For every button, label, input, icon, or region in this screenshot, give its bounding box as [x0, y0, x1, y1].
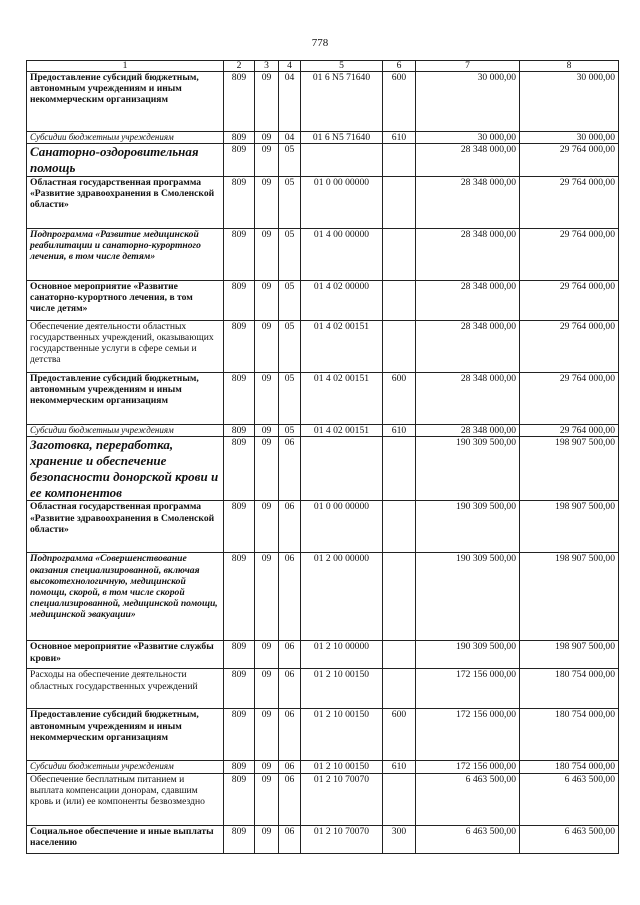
header-col-3: 3 — [255, 61, 279, 72]
cell-name: Областная государственная программа «Развитие здравоохранения в Смоленской области» — [27, 501, 224, 553]
cell-target-article: 01 0 00 00000 — [301, 176, 383, 228]
cell-target-article: 01 2 10 70070 — [301, 773, 383, 825]
cell-ministry-code: 809 — [224, 176, 255, 228]
cell-ministry-code: 809 — [224, 773, 255, 825]
cell-expense-type — [383, 228, 416, 280]
cell-subsection: 05 — [279, 320, 301, 372]
table-row — [27, 144, 619, 177]
header-col-4: 4 — [279, 61, 301, 72]
table-row — [27, 501, 619, 553]
cell-expense-type: 600 — [383, 372, 416, 424]
cell-subsection: 06 — [279, 773, 301, 825]
cell-amount-year1: 28 348 000,00 — [416, 372, 520, 424]
cell-ministry-code: 809 — [224, 761, 255, 773]
cell-target-article — [301, 144, 383, 177]
cell-expense-type: 300 — [383, 825, 416, 853]
cell-amount-year1: 28 348 000,00 — [416, 424, 520, 436]
cell-amount-year1: 28 348 000,00 — [416, 320, 520, 372]
cell-name: Заготовка, переработка, хранение и обеспечение безопасности донорской крови и ее компонентов — [27, 436, 224, 500]
cell-section: 09 — [255, 436, 279, 500]
cell-subsection: 05 — [279, 280, 301, 320]
cell-amount-year2: 29 764 000,00 — [520, 424, 619, 436]
cell-subsection: 05 — [279, 424, 301, 436]
table-row — [27, 773, 619, 825]
cell-amount-year1: 190 309 500,00 — [416, 553, 520, 641]
cell-subsection: 06 — [279, 553, 301, 641]
table-row — [27, 669, 619, 709]
cell-amount-year2: 29 764 000,00 — [520, 176, 619, 228]
cell-target-article: 01 4 02 00151 — [301, 320, 383, 372]
cell-expense-type — [383, 773, 416, 825]
cell-section: 09 — [255, 72, 279, 132]
cell-amount-year2: 29 764 000,00 — [520, 320, 619, 372]
cell-subsection: 06 — [279, 825, 301, 853]
cell-ministry-code: 809 — [224, 825, 255, 853]
cell-target-article — [301, 436, 383, 500]
cell-ministry-code: 809 — [224, 132, 255, 144]
cell-amount-year1: 30 000,00 — [416, 72, 520, 132]
table-row — [27, 372, 619, 424]
cell-amount-year2: 29 764 000,00 — [520, 280, 619, 320]
table-row — [27, 72, 619, 132]
cell-amount-year2: 29 764 000,00 — [520, 372, 619, 424]
cell-section: 09 — [255, 709, 279, 761]
cell-expense-type — [383, 280, 416, 320]
cell-name: Расходы на обеспечение деятельности областных государственных учреждений — [27, 669, 224, 709]
cell-amount-year1: 6 463 500,00 — [416, 773, 520, 825]
header-col-7: 7 — [416, 61, 520, 72]
cell-expense-type: 610 — [383, 132, 416, 144]
table-row — [27, 424, 619, 436]
cell-target-article: 01 2 00 00000 — [301, 553, 383, 641]
table-row — [27, 761, 619, 773]
cell-expense-type: 600 — [383, 709, 416, 761]
cell-amount-year2: 198 907 500,00 — [520, 553, 619, 641]
cell-amount-year1: 28 348 000,00 — [416, 176, 520, 228]
table-row — [27, 825, 619, 853]
table-row — [27, 553, 619, 641]
cell-name: Предоставление субсидий бюджетным, автономным учреждениям и иным некоммерческим организациям — [27, 709, 224, 761]
cell-target-article: 01 0 00 00000 — [301, 501, 383, 553]
cell-target-article: 01 4 02 00151 — [301, 424, 383, 436]
cell-ministry-code: 809 — [224, 553, 255, 641]
cell-name: Обеспечение бесплатным питанием и выплата компенсации донорам, сдавшим кровь и (или) ее компоненты безвозмездно — [27, 773, 224, 825]
cell-ministry-code: 809 — [224, 709, 255, 761]
cell-ministry-code: 809 — [224, 144, 255, 177]
cell-amount-year1: 28 348 000,00 — [416, 280, 520, 320]
cell-section: 09 — [255, 825, 279, 853]
cell-ministry-code: 809 — [224, 669, 255, 709]
cell-amount-year1: 190 309 500,00 — [416, 436, 520, 500]
cell-ministry-code: 809 — [224, 228, 255, 280]
cell-expense-type — [383, 553, 416, 641]
cell-subsection: 06 — [279, 761, 301, 773]
cell-amount-year2: 198 907 500,00 — [520, 501, 619, 553]
cell-amount-year1: 172 156 000,00 — [416, 709, 520, 761]
cell-subsection: 04 — [279, 72, 301, 132]
table-row — [27, 132, 619, 144]
cell-ministry-code: 809 — [224, 320, 255, 372]
cell-subsection: 06 — [279, 641, 301, 669]
cell-expense-type: 610 — [383, 761, 416, 773]
cell-amount-year1: 172 156 000,00 — [416, 669, 520, 709]
table-row — [27, 280, 619, 320]
cell-subsection: 06 — [279, 436, 301, 500]
table-row — [27, 436, 619, 500]
table-header-row — [27, 61, 619, 72]
cell-subsection: 04 — [279, 132, 301, 144]
cell-expense-type — [383, 669, 416, 709]
cell-name: Предоставление субсидий бюджетным, автономным учреждениям и иным некоммерческим организациям — [27, 372, 224, 424]
cell-subsection: 05 — [279, 144, 301, 177]
cell-target-article: 01 2 10 70070 — [301, 825, 383, 853]
cell-amount-year2: 198 907 500,00 — [520, 436, 619, 500]
cell-name: Основное мероприятие «Развитие санаторно-курортного лечения, в том числе детям» — [27, 280, 224, 320]
cell-amount-year1: 28 348 000,00 — [416, 228, 520, 280]
cell-ministry-code: 809 — [224, 372, 255, 424]
table-row — [27, 228, 619, 280]
cell-amount-year2: 6 463 500,00 — [520, 773, 619, 825]
cell-name: Субсидии бюджетным учреждениям — [27, 424, 224, 436]
cell-amount-year2: 29 764 000,00 — [520, 144, 619, 177]
cell-target-article: 01 4 00 00000 — [301, 228, 383, 280]
cell-amount-year2: 30 000,00 — [520, 132, 619, 144]
cell-ministry-code: 809 — [224, 280, 255, 320]
cell-section: 09 — [255, 228, 279, 280]
cell-section: 09 — [255, 280, 279, 320]
cell-section: 09 — [255, 773, 279, 825]
cell-subsection: 05 — [279, 228, 301, 280]
cell-amount-year1: 190 309 500,00 — [416, 501, 520, 553]
cell-section: 09 — [255, 501, 279, 553]
table-row — [27, 641, 619, 669]
cell-amount-year2: 180 754 000,00 — [520, 669, 619, 709]
cell-name: Субсидии бюджетным учреждениям — [27, 132, 224, 144]
cell-section: 09 — [255, 372, 279, 424]
cell-expense-type: 600 — [383, 72, 416, 132]
header-col-2: 2 — [224, 61, 255, 72]
cell-amount-year2: 198 907 500,00 — [520, 641, 619, 669]
cell-name: Субсидии бюджетным учреждениям — [27, 761, 224, 773]
cell-name: Обеспечение деятельности областных государственных учреждений, оказывающих государственные услуги в сфере семьи и детства — [27, 320, 224, 372]
header-col-6: 6 — [383, 61, 416, 72]
cell-name: Областная государственная программа «Развитие здравоохранения в Смоленской области» — [27, 176, 224, 228]
cell-expense-type — [383, 176, 416, 228]
cell-subsection: 06 — [279, 669, 301, 709]
cell-amount-year1: 28 348 000,00 — [416, 144, 520, 177]
cell-amount-year1: 30 000,00 — [416, 132, 520, 144]
cell-target-article: 01 6 N5 71640 — [301, 132, 383, 144]
header-col-1: 1 — [27, 61, 224, 72]
cell-subsection: 05 — [279, 176, 301, 228]
page-number: 778 — [311, 37, 329, 49]
cell-section: 09 — [255, 761, 279, 773]
cell-amount-year2: 180 754 000,00 — [520, 709, 619, 761]
cell-section: 09 — [255, 144, 279, 177]
cell-section: 09 — [255, 176, 279, 228]
cell-name: Социальное обеспечение и иные выплаты населению — [27, 825, 224, 853]
cell-target-article: 01 2 10 00150 — [301, 669, 383, 709]
cell-expense-type — [383, 436, 416, 500]
cell-amount-year2: 30 000,00 — [520, 72, 619, 132]
cell-expense-type — [383, 144, 416, 177]
table-row — [27, 176, 619, 228]
table-row — [27, 320, 619, 372]
cell-section: 09 — [255, 553, 279, 641]
cell-target-article: 01 4 02 00151 — [301, 372, 383, 424]
cell-subsection: 06 — [279, 501, 301, 553]
cell-amount-year1: 6 463 500,00 — [416, 825, 520, 853]
cell-expense-type — [383, 320, 416, 372]
header-col-5: 5 — [301, 61, 383, 72]
cell-section: 09 — [255, 641, 279, 669]
cell-name: Санаторно-оздоровительная помощь — [27, 144, 224, 177]
cell-section: 09 — [255, 424, 279, 436]
cell-target-article: 01 2 10 00150 — [301, 761, 383, 773]
cell-name: Основное мероприятие «Развитие службы крови» — [27, 641, 224, 669]
cell-section: 09 — [255, 320, 279, 372]
budget-table — [26, 60, 619, 854]
cell-target-article: 01 6 N5 71640 — [301, 72, 383, 132]
cell-ministry-code: 809 — [224, 72, 255, 132]
header-col-8: 8 — [520, 61, 619, 72]
cell-amount-year2: 180 754 000,00 — [520, 761, 619, 773]
cell-expense-type: 610 — [383, 424, 416, 436]
cell-section: 09 — [255, 132, 279, 144]
table-row — [27, 709, 619, 761]
cell-name: Подпрограмма «Развитие медицинской реабилитации и санаторно-курортного лечения, в том числе детям» — [27, 228, 224, 280]
cell-amount-year2: 29 764 000,00 — [520, 228, 619, 280]
cell-amount-year1: 190 309 500,00 — [416, 641, 520, 669]
cell-ministry-code: 809 — [224, 501, 255, 553]
cell-amount-year2: 6 463 500,00 — [520, 825, 619, 853]
cell-expense-type — [383, 641, 416, 669]
cell-ministry-code: 809 — [224, 424, 255, 436]
cell-target-article: 01 2 10 00150 — [301, 709, 383, 761]
cell-target-article: 01 4 02 00000 — [301, 280, 383, 320]
cell-ministry-code: 809 — [224, 436, 255, 500]
cell-section: 09 — [255, 669, 279, 709]
cell-name: Предоставление субсидий бюджетным, автономным учреждениям и иным некоммерческим организациям — [27, 72, 224, 132]
cell-expense-type — [383, 501, 416, 553]
cell-name: Подпрограмма «Совершенствование оказания специализированной, включая высокотехнологичную, медицинской помощи, скорой, в том числе скорой специализированной, медицинской помощи, медицинской эвакуации» — [27, 553, 224, 641]
cell-subsection: 06 — [279, 709, 301, 761]
cell-ministry-code: 809 — [224, 641, 255, 669]
cell-target-article: 01 2 10 00000 — [301, 641, 383, 669]
cell-amount-year1: 172 156 000,00 — [416, 761, 520, 773]
cell-subsection: 05 — [279, 372, 301, 424]
